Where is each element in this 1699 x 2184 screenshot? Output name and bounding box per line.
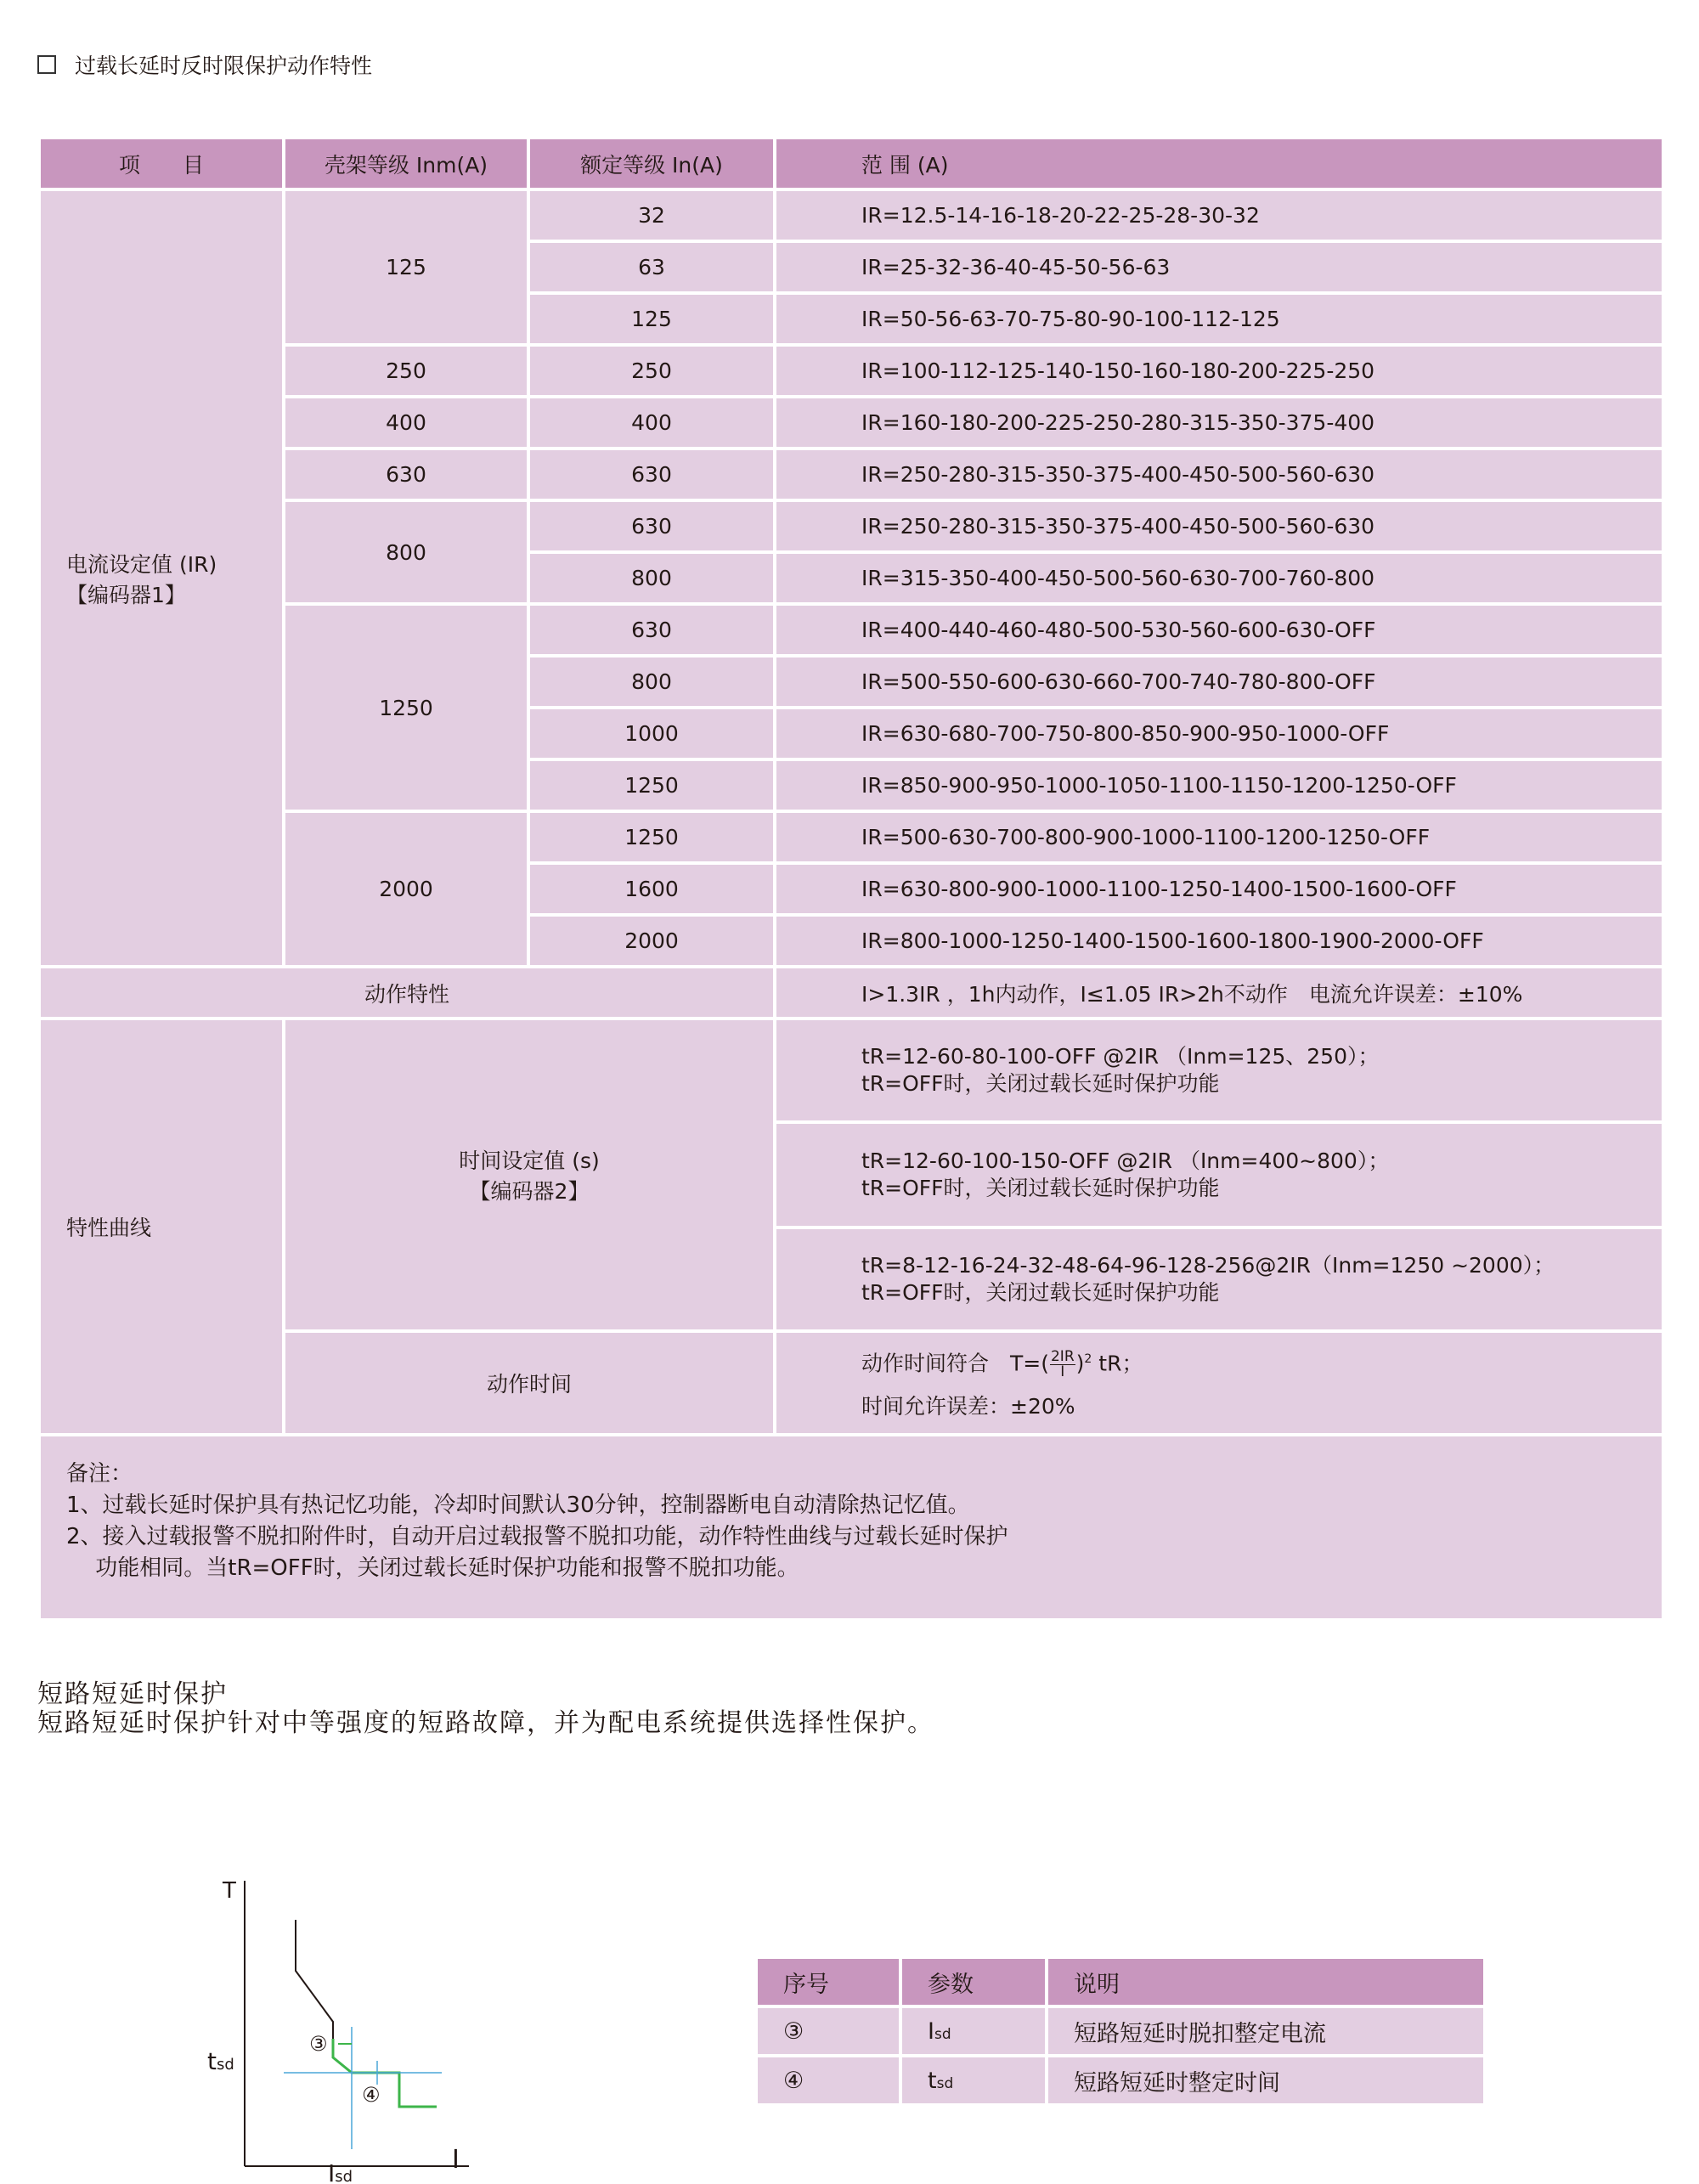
formula xyxy=(861,1338,1662,1385)
param-symbol-sub: sd xyxy=(936,2074,954,2092)
header-frame: 壳架等级 Inm(A) xyxy=(284,138,528,189)
range-cell: IR=400-440-460-480-500-530-560-600-630-OFF xyxy=(775,604,1663,656)
checkbox-icon xyxy=(37,55,56,74)
rated-cell: 1000 xyxy=(528,708,775,759)
notes-cell xyxy=(39,1435,1663,1620)
time-tolerance: 时间允许误差：±20% xyxy=(861,1393,1075,1419)
time-range-line2: tR=OFF时，关闭过载长延时保护功能 xyxy=(861,1176,1220,1200)
param-row xyxy=(756,2006,1485,2056)
note-line: 2、接入过载报警不脱扣附件时，自动开启过载报警不脱扣功能，动作特性曲线与过载长延时保护 xyxy=(66,1524,1008,1549)
formula-prefix: 动作时间符合 T=( xyxy=(861,1351,1049,1376)
tsd-sub: sd xyxy=(216,2056,234,2074)
rated-cell: 400 xyxy=(528,397,775,449)
time-range-line1: tR=8-12-16-24-32-48-64-96-128-256@2IR（Inm=1250 ~2000）； xyxy=(861,1253,1555,1278)
header-range: 范 围 (A) xyxy=(775,138,1663,189)
rated-cell: 63 xyxy=(528,241,775,293)
marker-3: ③ xyxy=(309,2032,328,2056)
formula-suffix: tR； xyxy=(1092,1351,1143,1376)
curve-label: 特性曲线 xyxy=(39,1019,284,1435)
time-setting-line1: 时间设定值 (s) xyxy=(459,1148,600,1173)
param-symbol xyxy=(900,2006,1047,2056)
range-cell: IR=100-112-125-140-150-160-180-200-225-250 xyxy=(775,345,1663,397)
action-row xyxy=(39,967,1663,1019)
param-symbol-main: t xyxy=(928,2067,937,2094)
range-cell: IR=250-280-315-350-375-400-450-500-560-630 xyxy=(775,449,1663,500)
notes-title: 备注： xyxy=(66,1461,133,1487)
time-setting-cell xyxy=(284,1019,775,1331)
frame-cell: 1250 xyxy=(284,604,528,811)
range-cell: IR=630-680-700-750-800-850-900-950-1000-OFF xyxy=(775,708,1663,759)
time-range-line1: tR=12-60-100-150-OFF @2IR （Inm=400~800）； xyxy=(861,1148,1390,1173)
formula-close: ) xyxy=(1075,1351,1085,1376)
param-row xyxy=(756,2056,1485,2105)
range-cell: IR=160-180-200-225-250-280-315-350-375-400 xyxy=(775,397,1663,449)
param-symbol xyxy=(900,2056,1047,2105)
frame-cell: 630 xyxy=(284,449,528,500)
frame-cell: 2000 xyxy=(284,811,528,967)
action-label: 动作特性 xyxy=(39,967,775,1019)
param-desc: 短路短延时脱扣整定电流 xyxy=(1047,2006,1485,2056)
table-row xyxy=(39,189,1663,241)
frame-cell: 125 xyxy=(284,189,528,345)
rated-cell: 1250 xyxy=(528,759,775,811)
formula-exponent: 2 xyxy=(1084,1352,1092,1367)
rated-cell: 800 xyxy=(528,552,775,604)
rated-cell: 1600 xyxy=(528,863,775,915)
notes-row xyxy=(39,1435,1663,1620)
section-heading xyxy=(37,49,372,80)
formula-denominator: I xyxy=(1060,1363,1065,1381)
param-header-no: 序号 xyxy=(756,1957,900,2006)
table-header-row xyxy=(39,138,1663,189)
action-time-label: 动作时间 xyxy=(284,1331,775,1435)
time-range-line2: tR=OFF时，关闭过载长延时保护功能 xyxy=(861,1071,1220,1096)
range-cell: IR=500-550-600-630-660-700-740-780-800-OFF xyxy=(775,656,1663,708)
param-symbol-main: I xyxy=(928,2018,934,2045)
y-axis-label: T xyxy=(223,1878,236,1904)
heading-text: 过载长延时反时限保护动作特性 xyxy=(75,54,373,78)
marker-4: ④ xyxy=(362,2083,381,2107)
note-line: 1、过载长延时保护具有热记忆功能，冷却时间默认30分钟，控制器断电自动清除热记忆值。 xyxy=(66,1493,970,1518)
isd-sub: sd xyxy=(335,2168,353,2183)
x-axis-label: I xyxy=(452,2145,460,2175)
section-title: 短路短延时保护 xyxy=(37,1679,228,1709)
formula-cell xyxy=(775,1331,1663,1435)
param-desc: 短路短延时整定时间 xyxy=(1047,2056,1485,2105)
frame-cell: 400 xyxy=(284,397,528,449)
rated-cell: 2000 xyxy=(528,915,775,967)
ir-label-line2: 【编码器1】 xyxy=(66,582,186,607)
range-cell: IR=800-1000-1250-1400-1500-1600-1800-1900-2000-OFF xyxy=(775,915,1663,967)
rated-cell: 125 xyxy=(528,293,775,345)
rated-cell: 630 xyxy=(528,604,775,656)
param-header-row xyxy=(756,1957,1485,2006)
isd-main: I xyxy=(328,2159,336,2183)
time-range-cell xyxy=(775,1019,1663,1122)
frame-cell: 800 xyxy=(284,500,528,604)
frame-cell: 250 xyxy=(284,345,528,397)
range-cell: IR=315-350-400-450-500-560-630-700-760-800 xyxy=(775,552,1663,604)
tsd-label xyxy=(207,2047,234,2075)
time-row xyxy=(39,1019,1663,1122)
param-symbol-sub: sd xyxy=(934,2025,951,2043)
long-delay-curve xyxy=(296,1920,333,2039)
range-cell: IR=50-56-63-70-75-80-90-100-112-125 xyxy=(775,293,1663,345)
range-cell: IR=25-32-36-40-45-50-56-63 xyxy=(775,241,1663,293)
param-header-param: 参数 xyxy=(900,1957,1047,2006)
time-range-cell xyxy=(775,1227,1663,1331)
note-line: 功能相同。当tR=OFF时，关闭过载长延时保护功能和报警不脱扣功能。 xyxy=(66,1555,799,1581)
ir-label-line1: 电流设定值 (IR) xyxy=(66,551,217,577)
header-item: 项 目 xyxy=(39,138,284,189)
section-description: 短路短延时保护针对中等强度的短路故障，并为配电系统提供选择性保护。 xyxy=(37,1708,934,1738)
range-cell: IR=630-800-900-1000-1100-1250-1400-1500-1600-OFF xyxy=(775,863,1663,915)
formula-fraction xyxy=(1050,1350,1075,1380)
rated-cell: 1250 xyxy=(528,811,775,863)
rated-cell: 32 xyxy=(528,189,775,241)
formula-numerator: 2IR xyxy=(1050,1348,1075,1366)
rated-cell: 250 xyxy=(528,345,775,397)
short-delay-curve-diagram xyxy=(195,1877,476,2183)
time-setting-line2: 【编码器2】 xyxy=(469,1179,590,1204)
time-range-line2: tR=OFF时，关闭过载长延时保护功能 xyxy=(861,1280,1220,1305)
rated-cell: 630 xyxy=(528,500,775,552)
action-value: I>1.3IR ，1h内动作，I≤1.05 IR>2h不动作 电流允许误差：±10% xyxy=(775,967,1663,1019)
param-no: ③ xyxy=(756,2006,900,2056)
overload-protection-table xyxy=(37,136,1665,1622)
time-range-line1: tR=12-60-80-100-OFF @2IR （Inm=125、250）； xyxy=(861,1044,1380,1069)
range-cell: IR=250-280-315-350-375-400-450-500-560-630 xyxy=(775,500,1663,552)
range-cell: IR=850-900-950-1000-1050-1100-1150-1200-1250-OFF xyxy=(775,759,1663,811)
parameter-table xyxy=(754,1955,1487,2107)
isd-label xyxy=(328,2159,353,2183)
tsd-main: t xyxy=(207,2047,217,2075)
rated-cell: 800 xyxy=(528,656,775,708)
range-cell: IR=12.5-14-16-18-20-22-25-28-30-32 xyxy=(775,189,1663,241)
ir-label-cell xyxy=(39,189,284,967)
param-header-desc: 说明 xyxy=(1047,1957,1485,2006)
header-rated: 额定等级 In(A) xyxy=(528,138,775,189)
param-no: ④ xyxy=(756,2056,900,2105)
time-range-cell xyxy=(775,1122,1663,1227)
rated-cell: 630 xyxy=(528,449,775,500)
range-cell: IR=500-630-700-800-900-1000-1100-1200-1250-OFF xyxy=(775,811,1663,863)
